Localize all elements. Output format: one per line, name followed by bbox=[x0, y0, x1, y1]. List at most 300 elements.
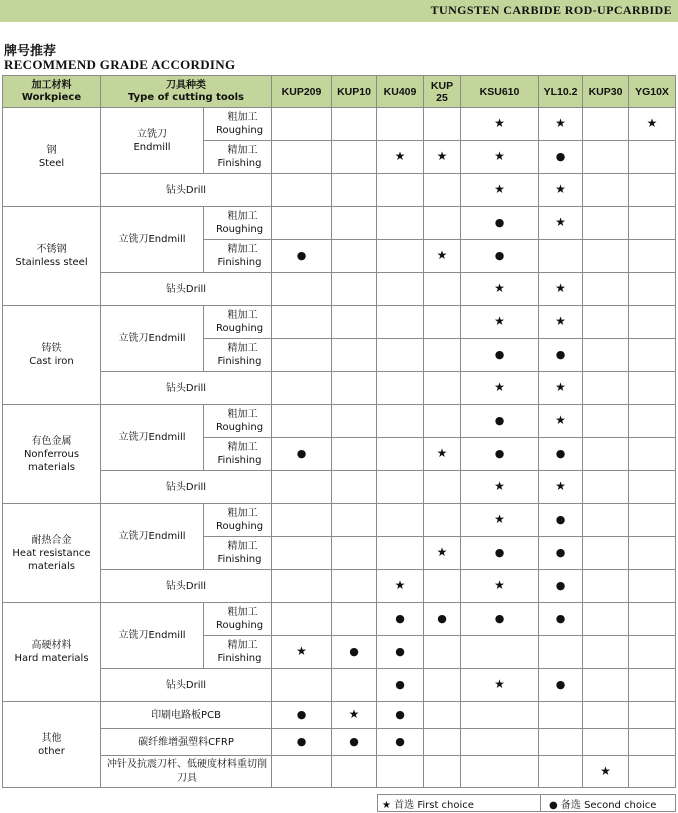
roughing-cell bbox=[204, 306, 272, 339]
grade-mark-cell bbox=[272, 636, 332, 669]
grade-header: KUP 25 bbox=[424, 76, 461, 108]
second-choice-mark: ● bbox=[555, 678, 566, 691]
first-choice-mark: ★ bbox=[555, 116, 566, 130]
material-cell bbox=[3, 306, 101, 405]
grade-mark-cell bbox=[461, 729, 539, 756]
second-choice-mark: ● bbox=[296, 708, 307, 721]
material-name-cn: 有色金属 bbox=[31, 435, 72, 447]
endmill-cell bbox=[101, 108, 204, 174]
drill-cell: 钻头Drill bbox=[101, 372, 272, 405]
material-name-en: other bbox=[38, 745, 65, 757]
second-choice-mark: ● bbox=[494, 447, 505, 460]
grade-mark-cell bbox=[424, 570, 461, 603]
roughing-label-en: Roughing bbox=[215, 620, 264, 631]
page-title-cn: 牌号推荐 bbox=[4, 44, 57, 59]
grade-mark-cell bbox=[461, 174, 539, 207]
grade-mark-cell bbox=[332, 174, 377, 207]
grade-mark-cell bbox=[332, 273, 377, 306]
first-choice-mark: ★ bbox=[555, 413, 566, 427]
tool-type-header-cn: 刀具种类 bbox=[166, 79, 206, 91]
grade-mark-cell bbox=[461, 570, 539, 603]
first-choice-mark: ★ bbox=[555, 380, 566, 394]
second-choice-mark: ● bbox=[555, 447, 566, 460]
grade-mark-cell bbox=[539, 669, 583, 702]
grade-mark-cell bbox=[539, 273, 583, 306]
grade-mark-cell bbox=[332, 471, 377, 504]
grade-mark-cell bbox=[629, 636, 676, 669]
finishing-label-en: Finishing bbox=[217, 158, 262, 169]
finishing-label-en: Finishing bbox=[217, 653, 262, 664]
grade-mark-cell bbox=[272, 207, 332, 240]
endmill-label: 立铣刀Endmill bbox=[118, 432, 186, 443]
grade-mark-cell bbox=[629, 603, 676, 636]
grade-mark-cell bbox=[539, 471, 583, 504]
grade-mark-cell bbox=[461, 636, 539, 669]
grade-mark-cell bbox=[377, 756, 424, 788]
finishing-label-cn: 精加工 bbox=[227, 244, 258, 255]
grade-mark-cell bbox=[583, 174, 629, 207]
grade-mark-cell bbox=[377, 174, 424, 207]
table-row bbox=[3, 570, 676, 603]
grade-mark-cell bbox=[377, 504, 424, 537]
material-cell bbox=[3, 108, 101, 207]
first-choice-mark: ★ bbox=[436, 248, 448, 262]
grade-mark-cell bbox=[629, 273, 676, 306]
grade-mark-cell bbox=[461, 756, 539, 788]
first-choice-mark: ★ bbox=[348, 707, 360, 721]
second-choice-mark: ● bbox=[349, 645, 359, 658]
grade-mark-cell bbox=[272, 756, 332, 788]
grade-mark-cell bbox=[332, 108, 377, 141]
grade-mark-cell bbox=[629, 174, 676, 207]
grade-mark-cell bbox=[377, 405, 424, 438]
first-choice-mark: ★ bbox=[646, 116, 658, 130]
first-choice-mark: ★ bbox=[494, 380, 505, 394]
table-row bbox=[3, 108, 676, 141]
roughing-label-en: Roughing bbox=[215, 323, 264, 334]
endmill-label-cn: 立铣刀 bbox=[137, 128, 167, 140]
endmill-label-en: Endmill bbox=[133, 141, 171, 153]
grade-mark-cell bbox=[583, 570, 629, 603]
first-choice-mark: ★ bbox=[555, 314, 566, 328]
material-cell bbox=[3, 603, 101, 702]
roughing-label-cn: 粗加工 bbox=[227, 409, 258, 420]
second-choice-mark: ● bbox=[494, 612, 505, 625]
second-choice-mark: ● bbox=[395, 612, 405, 625]
second-choice-mark: ● bbox=[395, 708, 405, 721]
grade-mark-cell bbox=[377, 207, 424, 240]
grade-mark-cell bbox=[461, 504, 539, 537]
finishing-cell bbox=[204, 339, 272, 372]
grade-mark-cell bbox=[583, 207, 629, 240]
table-row bbox=[3, 174, 676, 207]
grade-mark-cell bbox=[377, 603, 424, 636]
endmill-label: 立铣刀Endmill bbox=[118, 531, 186, 542]
grade-mark-cell bbox=[272, 504, 332, 537]
tool-type-header-en: Type of cutting tools bbox=[128, 91, 244, 103]
grade-mark-cell bbox=[272, 108, 332, 141]
grade-mark-cell bbox=[583, 729, 629, 756]
material-name-cn: 其他 bbox=[41, 732, 62, 744]
endmill-cell bbox=[101, 306, 204, 372]
grade-mark-cell bbox=[424, 537, 461, 570]
roughing-label-en: Roughing bbox=[215, 125, 264, 136]
material-name-en: materials bbox=[28, 560, 75, 572]
table-row bbox=[3, 471, 676, 504]
material-name-cn: 高硬材料 bbox=[31, 640, 72, 651]
grade-mark-cell bbox=[424, 636, 461, 669]
grade-mark-cell bbox=[272, 174, 332, 207]
finishing-label-cn: 精加工 bbox=[227, 541, 258, 552]
grade-mark-cell bbox=[332, 405, 377, 438]
endmill-cell bbox=[101, 504, 204, 570]
workpiece-header bbox=[3, 76, 101, 108]
roughing-label-cn: 粗加工 bbox=[227, 508, 258, 519]
material-cell bbox=[3, 405, 101, 504]
grade-mark-cell bbox=[539, 207, 583, 240]
heavy-cutting-note-cell: 冲针及抗震刀杆、低硬度材料重切削刀具 bbox=[101, 756, 272, 788]
roughing-cell bbox=[204, 207, 272, 240]
grade-mark-cell bbox=[272, 537, 332, 570]
grade-mark-cell bbox=[539, 174, 583, 207]
grade-mark-cell bbox=[377, 339, 424, 372]
drill-cell: 钻头Drill bbox=[101, 471, 272, 504]
grade-mark-cell bbox=[424, 603, 461, 636]
grade-mark-cell bbox=[629, 339, 676, 372]
grade-mark-cell bbox=[272, 405, 332, 438]
second-choice-mark: ● bbox=[395, 645, 405, 658]
grade-mark-cell bbox=[629, 537, 676, 570]
grade-mark-cell bbox=[583, 537, 629, 570]
roughing-label-cn: 粗加工 bbox=[227, 112, 258, 123]
grade-header: YL10.2 bbox=[539, 76, 583, 108]
grade-mark-cell bbox=[539, 729, 583, 756]
grade-mark-cell bbox=[461, 141, 539, 174]
table-row bbox=[3, 756, 676, 788]
grade-mark-cell bbox=[583, 669, 629, 702]
finishing-label-cn: 精加工 bbox=[227, 442, 258, 453]
roughing-label-cn: 粗加工 bbox=[227, 211, 258, 222]
grade-mark-cell bbox=[629, 207, 676, 240]
grade-mark-cell bbox=[272, 669, 332, 702]
grade-mark-cell bbox=[332, 603, 377, 636]
first-choice-mark: ★ bbox=[555, 215, 566, 229]
table-row bbox=[3, 207, 676, 240]
grade-mark-cell bbox=[332, 372, 377, 405]
grade-mark-cell bbox=[272, 273, 332, 306]
table-row bbox=[3, 669, 676, 702]
second-choice-mark: ● bbox=[494, 249, 505, 262]
grade-header: KUP30 bbox=[583, 76, 629, 108]
material-cell bbox=[3, 702, 101, 788]
endmill-label: 立铣刀Endmill bbox=[118, 630, 186, 641]
finishing-label-en: Finishing bbox=[217, 356, 262, 367]
grade-mark-cell bbox=[272, 372, 332, 405]
grade-mark-cell bbox=[583, 702, 629, 729]
grade-mark-cell bbox=[332, 339, 377, 372]
grade-mark-cell bbox=[461, 306, 539, 339]
grade-mark-cell bbox=[583, 372, 629, 405]
grade-mark-cell bbox=[461, 537, 539, 570]
finishing-label-en: Finishing bbox=[217, 455, 262, 466]
roughing-cell bbox=[204, 405, 272, 438]
grade-mark-cell bbox=[583, 603, 629, 636]
roughing-cell bbox=[204, 108, 272, 141]
grade-mark-cell bbox=[583, 438, 629, 471]
grade-mark-cell bbox=[629, 471, 676, 504]
endmill-cell bbox=[101, 207, 204, 273]
table-row bbox=[3, 603, 676, 636]
grade-mark-cell bbox=[539, 438, 583, 471]
material-cell bbox=[3, 207, 101, 306]
grade-mark-cell bbox=[332, 636, 377, 669]
grade-mark-cell bbox=[583, 108, 629, 141]
grade-mark-cell bbox=[332, 240, 377, 273]
grade-mark-cell bbox=[332, 756, 377, 788]
finishing-cell bbox=[204, 438, 272, 471]
grade-mark-cell bbox=[424, 669, 461, 702]
pcb-cell: 印刷电路板PCB bbox=[101, 702, 272, 729]
finishing-label-en: Finishing bbox=[217, 257, 262, 268]
grade-mark-cell bbox=[377, 702, 424, 729]
grade-mark-cell bbox=[377, 141, 424, 174]
first-choice-mark: ★ bbox=[494, 677, 505, 691]
table-row bbox=[3, 405, 676, 438]
table-row bbox=[3, 702, 676, 729]
page-title-en: RECOMMEND GRADE ACCORDING bbox=[4, 57, 236, 72]
grade-mark-cell bbox=[539, 405, 583, 438]
grade-mark-cell bbox=[272, 603, 332, 636]
grade-mark-cell bbox=[272, 471, 332, 504]
drill-cell: 钻头Drill bbox=[101, 570, 272, 603]
grade-mark-cell bbox=[377, 240, 424, 273]
grade-mark-cell bbox=[539, 570, 583, 603]
grade-mark-cell bbox=[377, 306, 424, 339]
grade-mark-cell bbox=[583, 756, 629, 788]
grade-mark-cell bbox=[629, 141, 676, 174]
endmill-label: 立铣刀Endmill bbox=[118, 333, 186, 344]
second-choice-mark: ● bbox=[494, 348, 505, 361]
material-name-en: Steel bbox=[38, 158, 65, 169]
grade-mark-cell bbox=[583, 240, 629, 273]
material-name-en: Hard materials bbox=[14, 653, 89, 664]
second-choice-mark: ● bbox=[296, 249, 307, 262]
second-choice-mark: ● bbox=[555, 546, 566, 559]
grade-mark-cell bbox=[461, 405, 539, 438]
grade-mark-cell bbox=[539, 702, 583, 729]
grade-mark-cell bbox=[272, 339, 332, 372]
legend-divider bbox=[540, 794, 541, 812]
first-choice-mark: ★ bbox=[494, 479, 505, 493]
grade-mark-cell bbox=[539, 306, 583, 339]
legend-first-choice: ★ 首选 First choice bbox=[382, 800, 474, 811]
grade-mark-cell bbox=[424, 207, 461, 240]
first-choice-mark: ★ bbox=[494, 182, 505, 196]
second-choice-mark: ● bbox=[555, 579, 566, 592]
grade-mark-cell bbox=[629, 306, 676, 339]
grade-mark-cell bbox=[629, 504, 676, 537]
grade-mark-cell bbox=[332, 702, 377, 729]
material-name-cn: 铸铁 bbox=[41, 343, 62, 354]
grade-mark-cell bbox=[272, 306, 332, 339]
grade-mark-cell bbox=[377, 438, 424, 471]
second-choice-mark: ● bbox=[296, 447, 307, 460]
grade-mark-cell bbox=[629, 756, 676, 788]
grade-mark-cell bbox=[629, 438, 676, 471]
grade-mark-cell bbox=[424, 306, 461, 339]
grade-mark-cell bbox=[583, 471, 629, 504]
first-choice-mark: ★ bbox=[394, 149, 406, 163]
grade-mark-cell bbox=[377, 570, 424, 603]
first-choice-mark: ★ bbox=[555, 479, 566, 493]
workpiece-header-cn: 加工材料 bbox=[31, 79, 72, 91]
grade-mark-cell bbox=[461, 108, 539, 141]
material-name-en: materials bbox=[28, 461, 75, 473]
first-choice-mark: ★ bbox=[494, 314, 505, 328]
grade-mark-cell bbox=[332, 570, 377, 603]
table-row bbox=[3, 273, 676, 306]
table-row bbox=[3, 504, 676, 537]
grade-mark-cell bbox=[539, 108, 583, 141]
drill-cell: 钻头Drill bbox=[101, 174, 272, 207]
finishing-cell bbox=[204, 537, 272, 570]
grade-mark-cell bbox=[332, 537, 377, 570]
finishing-label-cn: 精加工 bbox=[227, 640, 258, 651]
brand-title: TUNGSTEN CARBIDE ROD-UPCARBIDE bbox=[430, 3, 672, 17]
endmill-cell bbox=[101, 603, 204, 669]
grade-mark-cell bbox=[424, 141, 461, 174]
grade-mark-cell bbox=[629, 570, 676, 603]
first-choice-mark: ★ bbox=[494, 578, 505, 592]
material-name-cn: 耐热合金 bbox=[31, 534, 72, 546]
table-row bbox=[3, 306, 676, 339]
grade-mark-cell bbox=[424, 438, 461, 471]
grade-mark-cell bbox=[424, 702, 461, 729]
roughing-label-cn: 粗加工 bbox=[227, 607, 258, 618]
grade-mark-cell bbox=[539, 372, 583, 405]
second-choice-mark: ● bbox=[494, 216, 505, 229]
second-choice-mark: ● bbox=[296, 735, 307, 748]
second-choice-mark: ● bbox=[555, 150, 566, 163]
grade-mark-cell bbox=[583, 306, 629, 339]
grade-mark-cell bbox=[539, 504, 583, 537]
first-choice-mark: ★ bbox=[555, 182, 566, 196]
grade-mark-cell bbox=[461, 669, 539, 702]
grade-header: YG10X bbox=[629, 76, 676, 108]
material-name-cn: 不锈钢 bbox=[36, 244, 67, 255]
second-choice-mark: ● bbox=[395, 678, 405, 691]
material-name-en: Stainless steel bbox=[15, 257, 88, 268]
roughing-label-en: Roughing bbox=[215, 422, 264, 433]
finishing-cell bbox=[204, 141, 272, 174]
grade-mark-cell bbox=[272, 141, 332, 174]
grade-mark-cell bbox=[424, 372, 461, 405]
material-name-en: Cast iron bbox=[29, 356, 74, 367]
endmill-cell bbox=[101, 405, 204, 471]
roughing-label-en: Roughing bbox=[215, 521, 264, 532]
first-choice-mark: ★ bbox=[600, 763, 611, 778]
first-choice-mark: ★ bbox=[436, 149, 448, 163]
grade-mark-cell bbox=[424, 174, 461, 207]
grade-mark-cell bbox=[461, 372, 539, 405]
grade-mark-cell bbox=[424, 504, 461, 537]
grade-mark-cell bbox=[461, 339, 539, 372]
grade-mark-cell bbox=[629, 669, 676, 702]
grade-mark-cell bbox=[539, 756, 583, 788]
grade-mark-cell bbox=[332, 438, 377, 471]
grade-mark-cell bbox=[424, 471, 461, 504]
material-cell bbox=[3, 504, 101, 603]
grade-mark-cell bbox=[539, 141, 583, 174]
grade-mark-cell bbox=[377, 471, 424, 504]
finishing-cell bbox=[204, 636, 272, 669]
first-choice-mark: ★ bbox=[296, 644, 307, 658]
grade-mark-cell bbox=[272, 240, 332, 273]
first-choice-mark: ★ bbox=[436, 446, 448, 460]
second-choice-mark: ● bbox=[555, 348, 566, 361]
material-name-en: Heat resistance bbox=[12, 547, 91, 559]
grade-header: KU409 bbox=[377, 76, 424, 108]
grade-mark-cell bbox=[461, 273, 539, 306]
second-choice-mark: ● bbox=[395, 735, 405, 748]
workpiece-header-en: Workpiece bbox=[21, 91, 82, 103]
grade-mark-cell bbox=[377, 372, 424, 405]
grade-mark-cell bbox=[539, 240, 583, 273]
grade-mark-cell bbox=[272, 702, 332, 729]
material-name-cn: 钢 bbox=[46, 145, 57, 156]
first-choice-mark: ★ bbox=[494, 281, 505, 295]
grade-mark-cell bbox=[377, 108, 424, 141]
first-choice-mark: ★ bbox=[555, 281, 566, 295]
grade-mark-cell bbox=[539, 603, 583, 636]
grade-mark-cell bbox=[583, 273, 629, 306]
grade-mark-cell bbox=[272, 438, 332, 471]
second-choice-mark: ● bbox=[555, 612, 566, 625]
material-name-en: Nonferrous bbox=[23, 448, 80, 460]
grade-mark-cell bbox=[539, 339, 583, 372]
second-choice-mark: ● bbox=[437, 612, 447, 625]
finishing-label-cn: 精加工 bbox=[227, 145, 258, 156]
finishing-label-cn: 精加工 bbox=[227, 343, 258, 354]
grade-header: KUP209 bbox=[272, 76, 332, 108]
grade-mark-cell bbox=[461, 438, 539, 471]
drill-cell: 钻头Drill bbox=[101, 669, 272, 702]
grade-mark-cell bbox=[583, 504, 629, 537]
grade-mark-cell bbox=[629, 240, 676, 273]
first-choice-mark: ★ bbox=[494, 149, 505, 163]
grade-mark-cell bbox=[332, 729, 377, 756]
cfrp-cell: 碳纤维增强塑料CFRP bbox=[101, 729, 272, 756]
grade-mark-cell bbox=[424, 240, 461, 273]
grade-mark-cell bbox=[461, 240, 539, 273]
grade-mark-cell bbox=[424, 339, 461, 372]
grade-mark-cell bbox=[377, 273, 424, 306]
first-choice-mark: ★ bbox=[494, 512, 505, 526]
grade-mark-cell bbox=[629, 108, 676, 141]
legend-second-choice: ● 备选 Second choice bbox=[549, 800, 657, 811]
grade-mark-cell bbox=[332, 141, 377, 174]
grade-mark-cell bbox=[332, 504, 377, 537]
header-bar bbox=[0, 0, 678, 22]
grade-header: KSU610 bbox=[461, 76, 539, 108]
grade-mark-cell bbox=[461, 702, 539, 729]
endmill-label: 立铣刀Endmill bbox=[118, 234, 186, 245]
second-choice-mark: ● bbox=[494, 546, 505, 559]
grade-mark-cell bbox=[583, 339, 629, 372]
second-choice-mark: ● bbox=[494, 414, 505, 427]
roughing-cell bbox=[204, 603, 272, 636]
table-row bbox=[3, 729, 676, 756]
